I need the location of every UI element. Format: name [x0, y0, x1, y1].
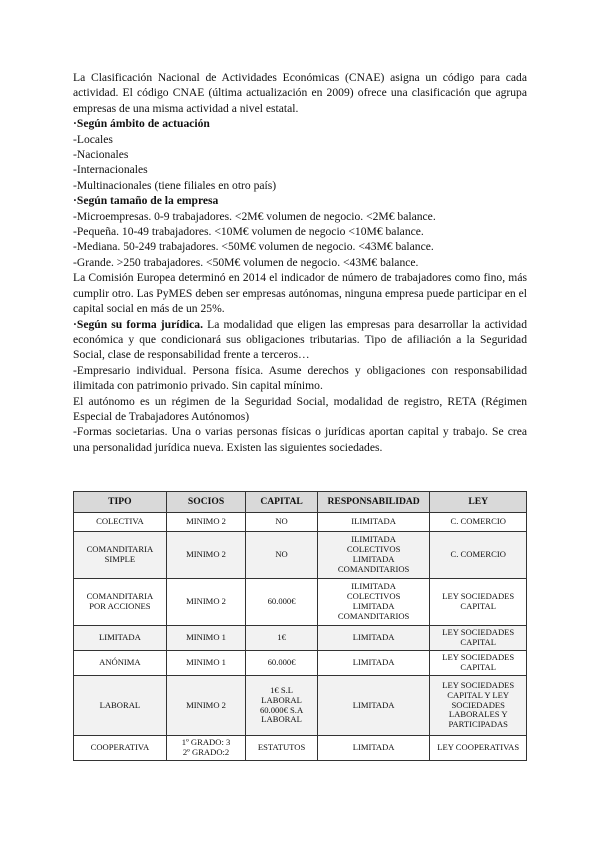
heading-ambito: ·Según ámbito de actuación [73, 117, 210, 131]
table-cell: MINIMO 2 [166, 532, 246, 579]
empresario-paragraph: -Empresario individual. Persona física. Asume derechos y obligaciones con responsabilidad ilimitada con patrimonio privado. Sin capital mínimo. [73, 363, 527, 393]
table-body [74, 513, 527, 761]
ambito-item: -Nacionales [73, 148, 129, 162]
table-cell: LIMITADA [74, 626, 167, 651]
intro-paragraph: La Clasificación Nacional de Actividades Económicas (CNAE) asigna un código para cada actividad. El código CNAE (última actualización en 2009) ofrece una clasificación que agrupa empresas de una misma actividad a nivel estatal. [73, 71, 527, 115]
table-cell: MINIMO 1 [166, 651, 246, 676]
table-cell: LEY SOCIEDADES CAPITAL [430, 651, 527, 676]
table-cell: 60.000€ [246, 579, 317, 626]
table-row [74, 676, 527, 736]
societarias-paragraph: -Formas societarias. Una o varias personas físicas o jurídicas aportan capital y trabajo. Se crea una personalidad jurídica nueva. Existen las siguientes sociedades. [73, 425, 527, 454]
table-cell: NO [246, 532, 317, 579]
table-cell: NO [246, 513, 317, 532]
table-cell: 1€ S.L LABORAL 60.000€ S.A LABORAL [246, 676, 317, 736]
ambito-item: -Locales [73, 132, 113, 146]
table-cell: MINIMO 1 [166, 626, 246, 651]
table-cell: ILIMITADA COLECTIVOS LIMITADA COMANDITARIOS [317, 579, 430, 626]
juridica-paragraph [73, 317, 527, 363]
tamano-item: -Grande. >250 trabajadores. <50M€ volumen de negocio. <43M€ balance. [73, 255, 419, 269]
table-cell: MINIMO 2 [166, 513, 246, 532]
table-cell: ANÓNIMA [74, 651, 167, 676]
header-responsabilidad: RESPONSABILIDAD [317, 492, 430, 513]
table-cell: C. COMERCIO [430, 513, 527, 532]
autonomo-paragraph: El autónomo es un régimen de la Seguridad Social, modalidad de registro, RETA (Régimen Especial de Trabajadores Autónomos) [73, 394, 527, 423]
table-header-row [74, 492, 527, 513]
table-cell: COMANDITARIA POR ACCIONES [74, 579, 167, 626]
heading-juridica: ·Según su forma jurídica. [73, 317, 203, 331]
tamano-item: -Microempresas. 0-9 trabajadores. <2M€ volumen de negocio. <2M€ balance. [73, 209, 436, 223]
table-cell: ILIMITADA COLECTIVOS LIMITADA COMANDITARIOS [317, 532, 430, 579]
heading-tamano: ·Según tamaño de la empresa [73, 194, 219, 208]
table-cell: MINIMO 2 [166, 676, 246, 736]
table-cell: MINIMO 2 [166, 579, 246, 626]
table-row [74, 532, 527, 579]
table-row [74, 626, 527, 651]
ambito-item: -Multinacionales (tiene filiales en otro país) [73, 178, 277, 192]
table-cell: ILIMITADA [317, 513, 430, 532]
table-cell: ESTATUTOS [246, 736, 317, 761]
table-cell: LIMITADA [317, 651, 430, 676]
table-cell: LIMITADA [317, 736, 430, 761]
header-ley: LEY [430, 492, 527, 513]
table-cell: 1º GRADO: 3 2º GRADO:2 [166, 736, 246, 761]
table-cell: C. COMERCIO [430, 532, 527, 579]
tamano-item: -Mediana. 50-249 trabajadores. <50M€ volumen de negocio. <43M€ balance. [73, 240, 434, 254]
table-row [74, 736, 527, 761]
header-tipo: TIPO [74, 492, 167, 513]
header-capital: CAPITAL [246, 492, 317, 513]
tamano-note: La Comisión Europea determinó en 2014 el indicador de número de trabajadores como fino, más cumplir otro. Las PyMES deben ser empresas autónomas, ninguna empresa puede participar en el capital social en más de un 25%. [73, 271, 527, 316]
table-cell: COOPERATIVA [74, 736, 167, 761]
table-cell: COLECTIVA [74, 513, 167, 532]
table-cell: COMANDITARIA SIMPLE [74, 532, 167, 579]
tamano-item: -Pequeña. 10-49 trabajadores. <10M€ volumen de negocio <10M€ balance. [73, 225, 424, 239]
table-cell: LEY SOCIEDADES CAPITAL [430, 626, 527, 651]
ambito-item: -Internacionales [73, 163, 148, 177]
sociedades-table [73, 491, 527, 761]
table-row [74, 579, 527, 626]
table-cell: LIMITADA [317, 626, 430, 651]
table-cell: LEY SOCIEDADES CAPITAL Y LEY SOCIEDADES LABORALES Y PARTICIPADAS [430, 676, 527, 736]
table-cell: LEY SOCIEDADES CAPITAL [430, 579, 527, 626]
table-row [74, 513, 527, 532]
juridica-intro: La modalidad que eligen las empresas para desarrollar la actividad económica y que condicionará sus obligaciones tributarias. Tipo de afiliación a la Seguridad Social, clase de responsabilidad frente a terceros… [73, 317, 527, 362]
header-socios: SOCIOS [166, 492, 246, 513]
table-cell: LEY COOPERATIVAS [430, 736, 527, 761]
table-cell: LABORAL [74, 676, 167, 736]
table-cell: 60.000€ [246, 651, 317, 676]
table-cell: 1€ [246, 626, 317, 651]
table-row [74, 651, 527, 676]
document-body [73, 70, 527, 455]
table-cell: LIMITADA [317, 676, 430, 736]
